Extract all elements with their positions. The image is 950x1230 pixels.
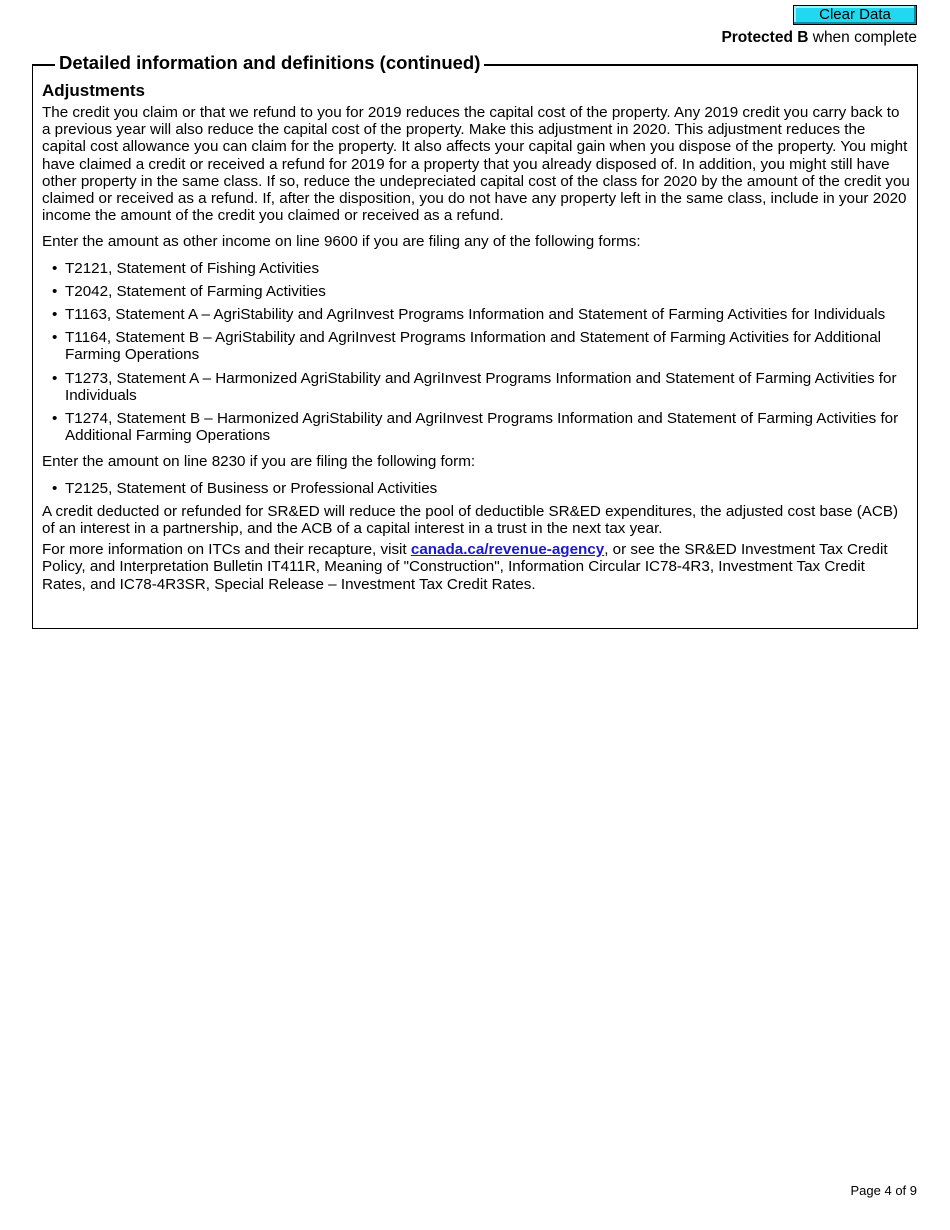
adjustments-paragraph: The credit you claim or that we refund to you for 2019 reduces the capital cost of the property. Any 2019 credit you carry back to a previous year will also reduce the capital cost of the property. Make this adjustment in 2020. This adjustment reduces the capital cost allowance you can claim for the property. It also affects your capital gain when you dispose of the property. You might have claimed a credit or received a refund for 2019 for a property that you already disposed of. In addition, you might still have other property in the same class. If so, reduce the undepreciated capital cost of the class for 2020 by the amount of the credit you claimed or received as a refund. If, after the disposition, you do not have any property left in the same class, include in your 2020 income the amount of the credit you claimed or received as a refund.	[42, 104, 910, 225]
forms-list	[42, 260, 912, 445]
list-item: • T2042, Statement of Farming Activities	[42, 283, 912, 300]
cra-link[interactable]: canada.ca/revenue-agency	[410, 541, 605, 559]
section-title: Detailed information and definitions (continued)	[55, 52, 484, 74]
clear-data-button[interactable]: Clear Data	[793, 5, 917, 25]
protected-notice	[721, 29, 917, 47]
section-content	[42, 81, 912, 602]
line-9600-paragraph: Enter the amount as other income on line 9600 if you are filing any of the following forms:	[42, 233, 641, 251]
list-item: • T2125, Statement of Business or Professional Activities	[42, 480, 912, 497]
adjustments-heading: Adjustments	[42, 81, 145, 100]
page-number: Page 4 of 9	[850, 1183, 917, 1198]
list-item: • T1163, Statement A – AgriStability and AgriInvest Programs Information and Statement of Farming Activities for Individuals	[42, 306, 912, 323]
more-info-paragraph	[42, 541, 912, 593]
protected-suffix: when complete	[808, 29, 917, 46]
more-info-text-before: For more information on ITCs and their recapture, visit	[42, 541, 411, 559]
more-info-text-after: , or see the SR&ED Investment Tax Credit Policy, and Interpretation Bulletin IT411R, Meaning of "Construction", Information Circular IC78-4R3, Investment Tax Credit Rates, and IC78-4R3SR, Special Release – Investment Tax Credit Rates.	[42, 541, 888, 593]
line-8230-paragraph: Enter the amount on line 8230 if you are filing the following form:	[42, 453, 476, 471]
sred-paragraph: A credit deducted or refunded for SR&ED will reduce the pool of deductible SR&ED expenditures, the adjusted cost base (ACB) of an interest in a partnership, and the ACB of a capital interest in a trust in the next tax year.	[42, 502, 899, 538]
list-item: • T1164, Statement B – AgriStability and AgriInvest Programs Information and Statement of Farming Activities for Additional Farming Operations	[42, 329, 912, 363]
list-item: • T2121, Statement of Fishing Activities	[42, 260, 912, 277]
single-form-list	[42, 480, 912, 497]
list-item: • T1274, Statement B – Harmonized AgriStability and AgriInvest Programs Information and Statement of Farming Activities for Additional Farming Operations	[42, 410, 912, 444]
list-item: • T1273, Statement A – Harmonized AgriStability and AgriInvest Programs Information and Statement of Farming Activities for Individuals	[42, 370, 912, 404]
protected-label: Protected B	[721, 29, 809, 46]
